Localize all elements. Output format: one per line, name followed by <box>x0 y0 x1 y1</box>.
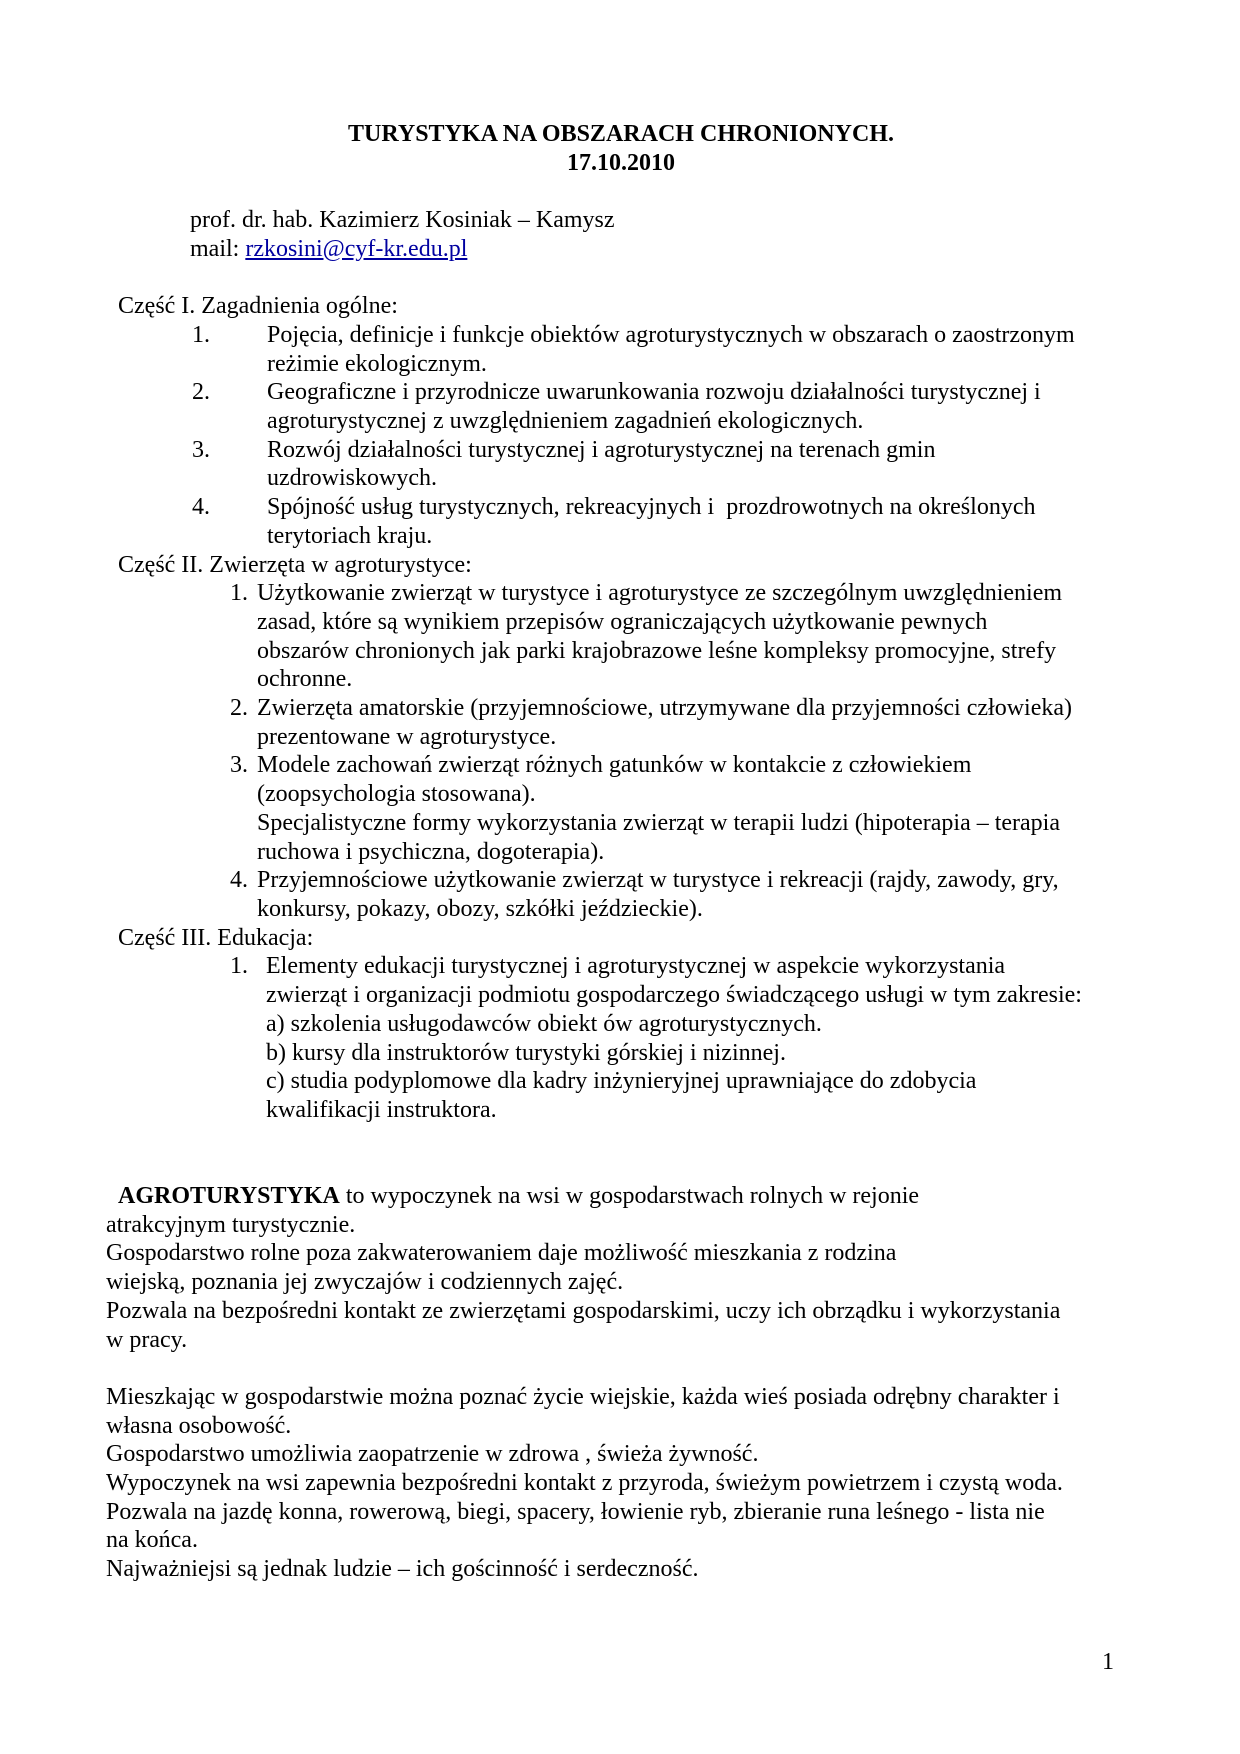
list-item-line <box>106 751 1136 780</box>
list-item-text: b) kursy dla instruktorów turystyki górskiej i nizinnej. <box>266 1039 786 1066</box>
list-item-continuation <box>106 637 1136 666</box>
paragraph-line: Gospodarstwo umożliwia zaopatrzenie w zdrowa , świeża żywność. <box>106 1441 759 1468</box>
list-item-text: obszarów chronionych jak parki krajobrazowe leśne kompleksy promocyjne, strefy <box>257 637 1057 664</box>
list-number: 4. <box>192 494 210 521</box>
section-heading: Część III. Edukacja: <box>118 924 314 951</box>
blank-line <box>106 1153 1136 1182</box>
list-item-text: Specjalistyczne formy wykorzystania zwierząt w terapii ludzi (hipoterapia – terapia <box>257 809 1061 836</box>
document-date: 17.10.2010 <box>567 149 675 176</box>
paragraph-line: AGROTURYSTYKA to wypoczynek na wsi w gospodarstwach rolnych w rejonie <box>118 1183 920 1210</box>
list-item-text: (zoopsychologia stosowana). <box>257 781 536 808</box>
list-item-text: Elementy edukacji turystycznej i agroturystycznej w aspekcie wykorzystania <box>266 953 1006 980</box>
list-item-text: Geograficzne i przyrodnicze uwarunkowania rozwoju działalności turystycznej i <box>267 379 1041 406</box>
list-item-text: kwalifikacji instruktora. <box>266 1096 497 1123</box>
list-item-continuation <box>106 1067 1136 1096</box>
paragraph-line: Najważniejsi są jednak ludzie – ich gościnność i serdeczność. <box>106 1556 699 1583</box>
paragraph-line: w pracy. <box>106 1326 188 1353</box>
list-item-line <box>106 694 1136 723</box>
section-heading: Część II. Zwierzęta w agroturystyce: <box>118 551 472 578</box>
list-item-continuation <box>106 464 1136 493</box>
section-heading: Część I. Zagadnienia ogólne: <box>118 293 398 320</box>
list-item-text: Spójność usług turystycznych, rekreacyjnych i prozdrowotnych na określonych <box>267 494 1036 521</box>
document-body <box>106 292 1136 1584</box>
list-item-text: Użytkowanie zwierząt w turystyce i agroturystyce ze szczególnym uwzględnieniem <box>257 580 1063 607</box>
list-item-continuation <box>106 981 1136 1010</box>
list-item-text: c) studia podyplomowe dla kadry inżynieryjnej uprawniające do zdobycia <box>266 1068 977 1095</box>
list-number: 3. <box>230 752 248 779</box>
blank-line <box>106 1354 1136 1383</box>
list-item-continuation <box>106 1039 1136 1068</box>
list-number: 1. <box>192 321 210 348</box>
list-item-continuation <box>106 665 1136 694</box>
list-number: 2. <box>230 695 248 722</box>
list-item-text: a) szkolenia usługodawców obiekt ów agroturystycznych. <box>266 1010 822 1037</box>
paragraph-line: Wypoczynek na wsi zapewnia bezpośredni kontakt z przyroda, świeżym powietrzem i czystą woda. <box>106 1470 1063 1497</box>
list-number: 1. <box>230 580 248 607</box>
email-link[interactable]: rzkosini@cyf-kr.edu.pl <box>245 235 468 262</box>
list-item-text: Modele zachowań zwierząt różnych gatunków w kontakcie z człowiekiem <box>257 752 972 779</box>
list-item-line <box>106 436 1136 465</box>
list-item-continuation <box>106 723 1136 752</box>
paragraph-line: Mieszkając w gospodarstwie można poznać życie wiejskie, każda wieś posiada odrębny charakter i <box>106 1383 1060 1410</box>
list-item-continuation <box>106 407 1136 436</box>
list-item-text: konkursy, pokazy, obozy, szkółki jeździeckie). <box>257 895 703 922</box>
list-item-line <box>106 321 1136 350</box>
list-item-text: Rozwój działalności turystycznej i agroturystycznej na terenach gmin <box>267 436 936 463</box>
list-item-text: uzdrowiskowych. <box>267 465 437 492</box>
list-item-text: zasad, które są wynikiem przepisów ograniczających użytkowanie pewnych <box>257 608 988 635</box>
list-item-continuation <box>106 350 1136 379</box>
list-item-text: ruchowa i psychiczna, dogoterapia). <box>257 838 605 865</box>
author-email-line <box>106 235 1136 264</box>
list-item-text: zwierząt i organizacji podmiotu gospodarczego świadczącego usługi w tym zakresie: <box>266 982 1082 1009</box>
list-item-continuation <box>106 1096 1136 1125</box>
document-flow <box>106 120 1136 1584</box>
list-item-line <box>106 579 1136 608</box>
list-number: 1. <box>230 953 248 980</box>
list-item-text: ochronne. <box>257 666 353 693</box>
bold-term: AGROTURYSTYKA <box>118 1183 340 1210</box>
list-item-line <box>106 493 1136 522</box>
author-name: prof. dr. hab. Kazimierz Kosiniak – Kamysz <box>190 207 615 234</box>
list-item-continuation <box>106 608 1136 637</box>
paragraph-line: Pozwala na bezpośredni kontakt ze zwierzętami gospodarskimi, uczy ich obrządku i wykorzystania <box>106 1297 1061 1324</box>
email-label: mail: <box>190 235 246 262</box>
paragraph-line: Pozwala na jazdę konna, rowerową, biegi, spacery, łowienie ryb, zbieranie runa leśnego - lista nie <box>106 1498 1045 1525</box>
list-number: 2. <box>192 379 210 406</box>
blank-line <box>106 177 1136 206</box>
paragraph-line: atrakcyjnym turystycznie. <box>106 1211 356 1238</box>
list-item-line <box>106 952 1136 981</box>
list-item-continuation <box>106 809 1136 838</box>
page-number: 1 <box>1102 1649 1114 1675</box>
list-item-text: prezentowane w agroturystyce. <box>257 723 557 750</box>
list-number: 3. <box>192 436 210 463</box>
blank-line <box>106 264 1136 293</box>
list-number: 4. <box>230 867 248 894</box>
list-item-continuation <box>106 780 1136 809</box>
document-title: TURYSTYKA NA OBSZARACH CHRONIONYCH. <box>348 121 894 147</box>
list-item-text: Pojęcia, definicje i funkcje obiektów agroturystycznych w obszarach o zaostrzonym <box>267 321 1075 348</box>
list-item-text: terytoriach kraju. <box>267 522 433 549</box>
paragraph-line: wiejską, poznania jej zwyczajów i codziennych zajęć. <box>106 1269 624 1296</box>
list-item-continuation <box>106 895 1136 924</box>
list-item-continuation <box>106 1010 1136 1039</box>
list-item-text: Zwierzęta amatorskie (przyjemnościowe, utrzymywane dla przyjemności człowieka) <box>257 695 1072 722</box>
list-item-line <box>106 866 1136 895</box>
paragraph-line: własna osobowość. <box>106 1412 292 1439</box>
list-item-continuation <box>106 838 1136 867</box>
list-item-line <box>106 378 1136 407</box>
list-item-continuation <box>106 522 1136 551</box>
list-item-text: reżimie ekologicznym. <box>267 350 487 377</box>
list-item-text: agroturystycznej z uwzględnieniem zagadnień ekologicznych. <box>267 408 864 435</box>
blank-line <box>106 1125 1136 1154</box>
paragraph-line: na końca. <box>106 1527 198 1554</box>
paragraph-line: Gospodarstwo rolne poza zakwaterowaniem daje możliwość mieszkania z rodzina <box>106 1240 897 1267</box>
list-item-text: Przyjemnościowe użytkowanie zwierząt w turystyce i rekreacji (rajdy, zawody, gry, <box>257 867 1059 894</box>
